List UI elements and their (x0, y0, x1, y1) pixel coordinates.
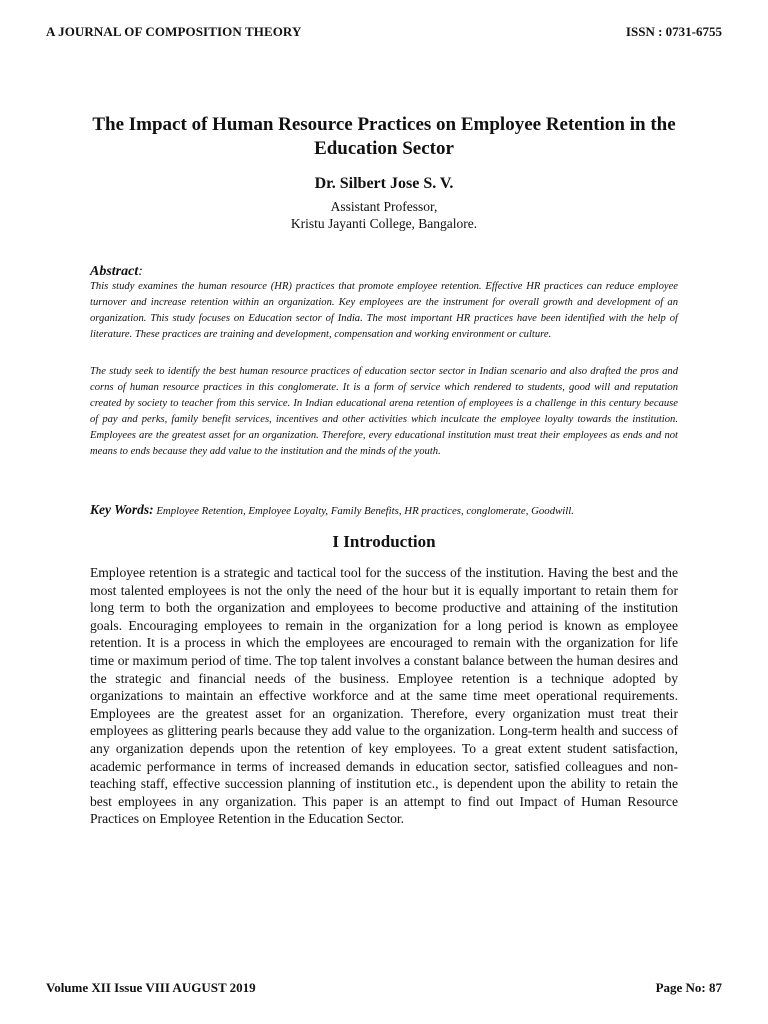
keywords-text: Employee Retention, Employee Loyalty, Family Benefits, HR practices, conglomerate, Goodwill. (156, 505, 575, 517)
author-position: Assistant Professor, (330, 199, 438, 214)
issn: ISSN : 0731-6755 (625, 24, 722, 39)
journal-name: A JOURNAL OF COMPOSITION THEORY (46, 24, 302, 39)
author-name: Dr. Silbert Jose S. V. (314, 175, 454, 192)
page-number: Page No: 87 (655, 980, 722, 995)
keywords-label: Key Words: (90, 502, 154, 517)
volume-info: Volume XII Issue VIII AUGUST 2019 (46, 980, 256, 995)
paper-title: The Impact of Human Resource Practices on Employee Retention in the Education Sector (92, 114, 676, 159)
section-heading-introduction: I Introduction (332, 532, 436, 551)
abstract-paragraph-1: This study examines the human resource (HR) practices that promote employee retention. Effective HR practices can reduce employee turnover and increase retention within an organization. Key employees are the instrument for overall growth and development of an organization. This study focuses on Education sector of India. The most important HR practices have been identified with the help of literature. These practices are training and development, compensation and working environment or culture. (90, 281, 678, 340)
abstract-paragraph-2: The study seek to identify the best human resource practices of education sector sector in Indian scenario and also drafted the pros and corns of human resource practices in this conglomerate. It is a form of service which rendered to students, good will and reputation created by society to teacher from this service. In Indian educational arena retention of employees is a challenge in this century because of pay and perks, family benefit services, incentives and other activities which inculcate the employee loyalty towards the institution. Employees are the greatest asset for an organization. Therefore, every educational institution must treat their employees as ends and not means to ends because they add value to the institution and the minds of the youth. (90, 366, 678, 457)
abstract-label-text: Abstract (90, 264, 139, 279)
abstract-label: Abstract: (90, 264, 143, 279)
keywords (90, 502, 574, 518)
author-institution: Kristu Jayanti College, Bangalore. (290, 216, 478, 231)
introduction-paragraph: Employee retention is a strategic and tactical tool for the success of the institution. Having the best and the most talented employees is not the only the need of the hour but it is equally important to retain them for long term to both the organization and employees to become productive and attaining of the institution goals. Encouraging employees to remain in the organization for a long period is known as employee retention. It is a process in which the employees are encouraged to remain with the organization for life time or maximum period of time. The top talent involves a constant balance between the human desires and the strategic and financial needs of the business. Employee retention is a technique adopted by organizations to maintain an effective workforce and at the same time meet operational requirements. Employees are the greatest asset for an organization. Therefore, every organization must treat their employees as glittering pearls because they add value to the organization. Long-term health and success of any organization depends upon the retention of key employees. To a great extent student satisfaction, academic performance in terms of increased demands in education sector, satisfied colleagues and non-teaching staff, effective succession planning of institution etc., is dependent upon the ability to retain the best employees in any organization. This paper is an attempt to find out Impact of Human Resource Practices on Employee Retention in the Education Sector. (90, 565, 678, 827)
